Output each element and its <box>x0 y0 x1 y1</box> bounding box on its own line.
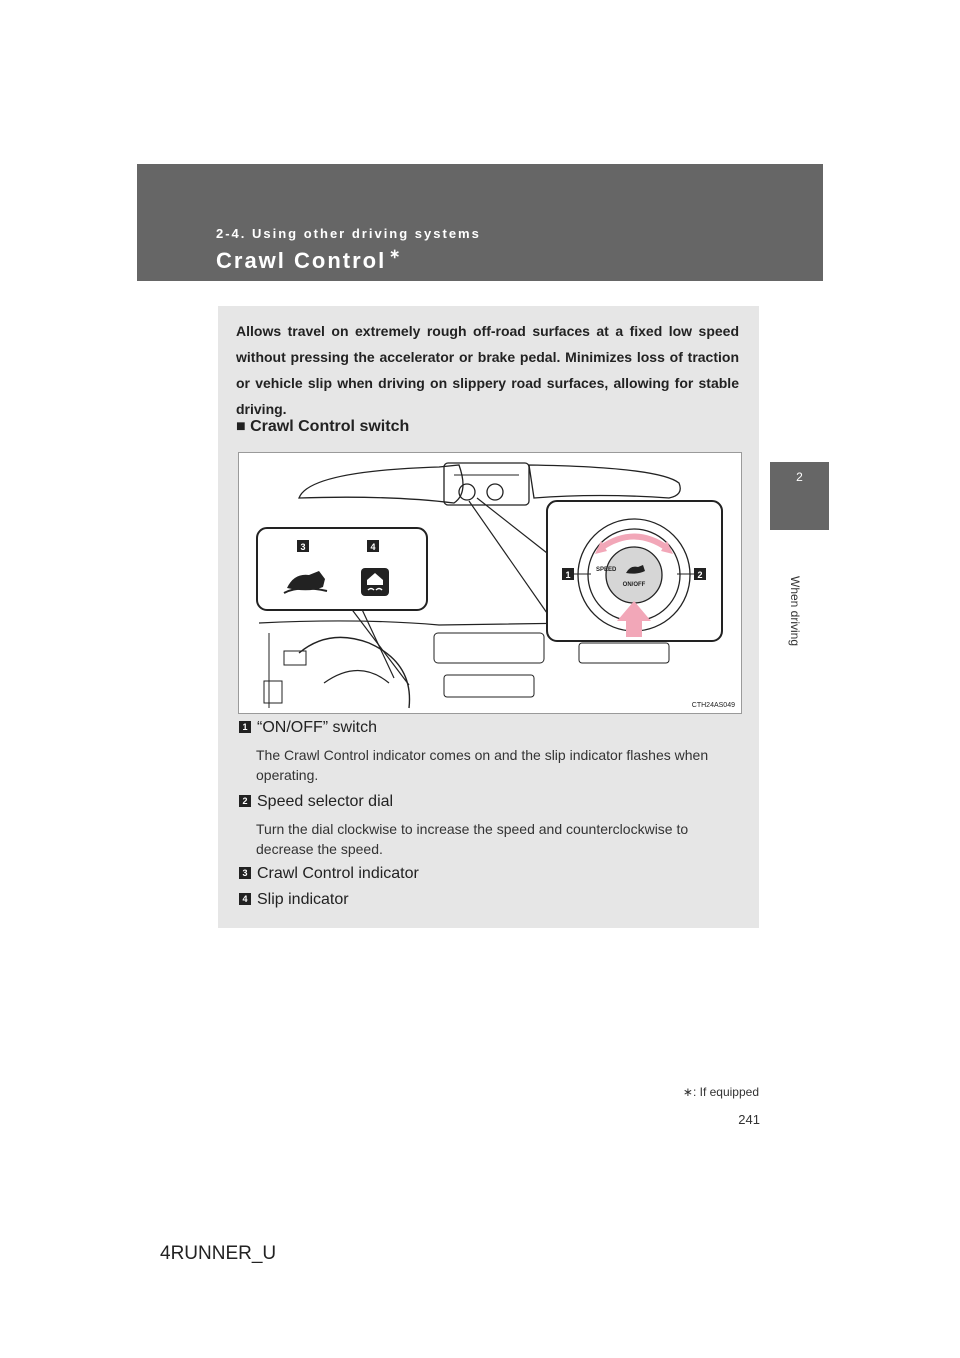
slip-indicator-icon <box>361 568 389 596</box>
figure-code: CTH24AS049 <box>691 702 735 709</box>
dial-onoff-label: ON/OFF <box>622 582 646 588</box>
dial-speed-label: SPEED <box>596 567 617 573</box>
model-code: 4RUNNER_U <box>160 1243 277 1264</box>
page-title: Crawl Control ∗ <box>216 246 403 273</box>
callout-4: 4 <box>370 542 376 552</box>
item-crawl-indicator: 3 Crawl Control indicator <box>239 865 419 883</box>
item-onoff-desc: The Crawl Control indicator comes on and the slip indicator flashes when operating. <box>256 747 709 783</box>
item-slip-indicator: 4 Slip indicator <box>239 891 349 909</box>
section-label: 2-4. Using other driving systems <box>216 226 481 241</box>
chapter-tab-label: When driving <box>788 576 802 647</box>
item-speed-dial: 2 Speed selector dial <box>239 793 393 811</box>
intro-paragraph: Allows travel on extremely rough off-road surfaces at a fixed low speed without pressing the accelerator or brake pedal. Minimizes loss of traction or vehicle slip when driving on slippery road surfaces, allowing for stable driving. <box>236 323 739 417</box>
footnote: ∗: If equipped <box>682 1085 759 1099</box>
page-number: 241 <box>738 1112 760 1127</box>
subheading: ■ Crawl Control switch <box>236 418 410 435</box>
callout-3: 3 <box>300 542 306 552</box>
callout-2: 2 <box>697 570 703 580</box>
equipped-mark: ∗ <box>389 246 403 261</box>
dashboard-illustration <box>239 453 741 713</box>
item-onoff-switch: 1 “ON/OFF” switch <box>239 719 377 737</box>
crawl-control-figure <box>238 452 742 714</box>
callout-1: 1 <box>565 570 571 580</box>
item-speed-dial-desc: Turn the dial clockwise to increase the speed and counterclockwise to decrease the speed. <box>256 821 689 857</box>
chapter-tab[interactable]: 2 <box>770 462 829 530</box>
